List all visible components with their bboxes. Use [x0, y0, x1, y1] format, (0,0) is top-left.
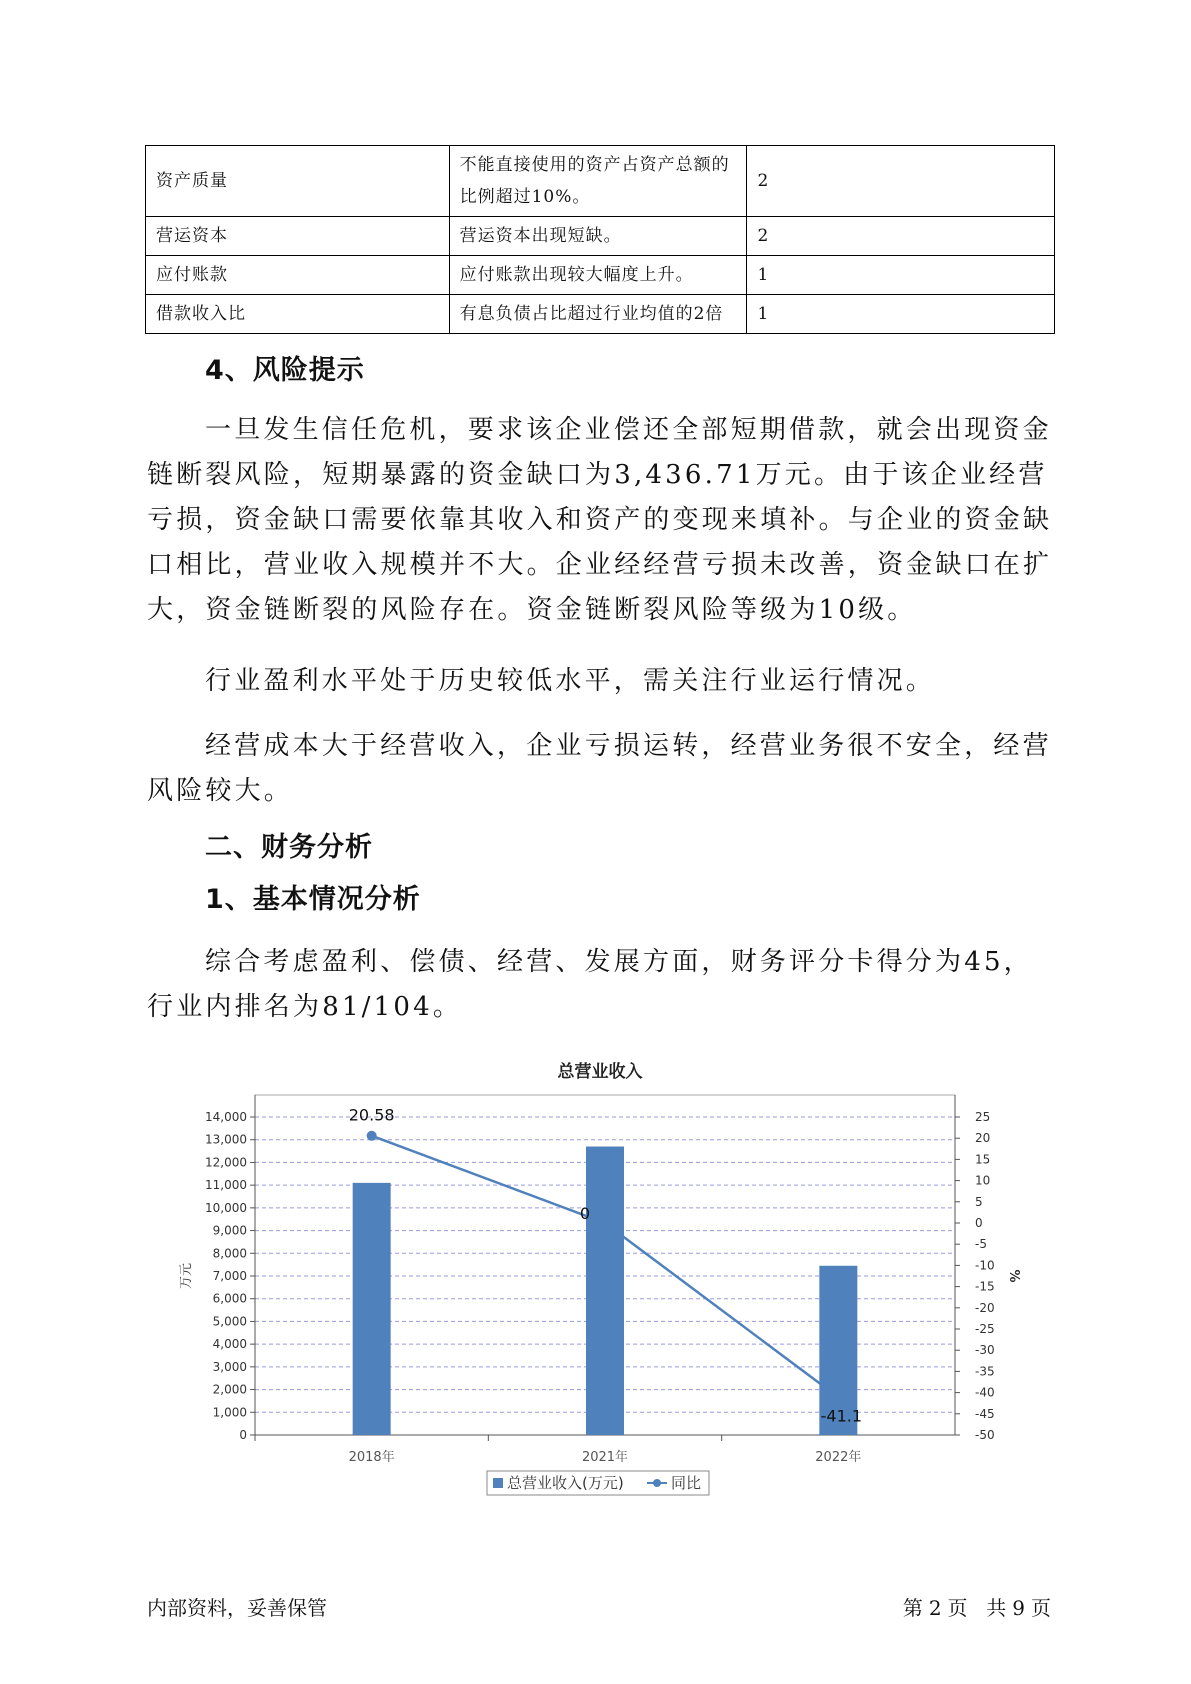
table-cell-score: 1 — [747, 295, 1055, 334]
x-tick-label: 2018年 — [348, 1450, 395, 1465]
bar — [586, 1147, 624, 1435]
total-num: 9 — [1012, 1596, 1025, 1620]
table-cell-desc: 应付账款出现较大幅度上升。 — [449, 256, 747, 295]
revenue-chart-svg — [0, 1055, 1191, 1525]
table-cell-item: 营运资本 — [146, 217, 450, 256]
y-right-tick-label: -30 — [975, 1343, 995, 1358]
table-row — [146, 295, 1055, 334]
y-right-tick-label: 20 — [975, 1131, 991, 1146]
chart-title: 总营业收入 — [557, 1062, 643, 1082]
y-right-tick-label: -10 — [975, 1258, 995, 1273]
y-right-tick-label: -20 — [975, 1300, 995, 1315]
yoy-point — [367, 1131, 377, 1141]
y-right-tick-label: 0 — [975, 1216, 983, 1230]
table-cell-score: 2 — [747, 217, 1055, 256]
page-mid: 页 — [947, 1596, 968, 1620]
y-tick-label: 9,000 — [212, 1223, 247, 1238]
y-tick-label: 11,000 — [205, 1178, 247, 1193]
y-right-tick-label: 5 — [975, 1194, 983, 1209]
y-tick-label: 8,000 — [212, 1246, 247, 1261]
y-tick-label: 4,000 — [212, 1337, 247, 1352]
yoy-data-label: -41.1 — [820, 1406, 863, 1426]
y-right-tick-label: 15 — [975, 1152, 991, 1167]
table-row — [146, 217, 1055, 256]
yoy-data-label: 0 — [579, 1204, 591, 1223]
footer-page-number — [900, 1592, 1054, 1621]
y-right-tick-label: -5 — [975, 1237, 987, 1252]
y-tick-label: 0 — [239, 1428, 247, 1442]
y-right-tick-label: -40 — [975, 1385, 995, 1400]
footer-confidential: 内部资料，妥善保管 — [147, 1596, 327, 1620]
x-tick-label: 2022年 — [815, 1450, 862, 1465]
y-right-tick-label: -35 — [975, 1364, 995, 1379]
table-cell-item: 借款收入比 — [146, 295, 450, 334]
x-tick-label: 2021年 — [581, 1450, 629, 1465]
table-cell-score: 1 — [747, 256, 1055, 295]
bar — [353, 1183, 391, 1435]
paragraph: 行业盈利水平处于历史较低水平，需关注行业运行情况。 — [205, 666, 936, 696]
table-cell-desc: 营运资本出现短缺。 — [449, 217, 747, 256]
y-axis-label: 万元 — [179, 1262, 194, 1290]
yoy-point — [833, 1392, 843, 1402]
y-tick-label: 7,000 — [212, 1269, 247, 1283]
table-row — [146, 146, 1055, 217]
y-tick-label: 1,000 — [212, 1405, 247, 1420]
table-cell-item: 资产质量 — [146, 146, 450, 217]
y-right-tick-label: 25 — [975, 1110, 991, 1124]
y-right-tick-label: -50 — [975, 1428, 995, 1442]
total-suffix: 页 — [1031, 1596, 1051, 1620]
y-tick-label: 6,000 — [212, 1291, 247, 1306]
table-cell-score: 2 — [747, 146, 1055, 217]
y-tick-label: 10,000 — [205, 1200, 247, 1215]
page-prefix: 第 — [902, 1596, 923, 1620]
y-tick-label: 13,000 — [205, 1132, 247, 1147]
table-cell-item: 应付账款 — [146, 256, 450, 295]
y-right-tick-label: -45 — [975, 1406, 995, 1421]
y-right-tick-label: -25 — [975, 1322, 995, 1336]
y-right-axis-label: % — [1006, 1269, 1021, 1283]
y-right-tick-label: 10 — [975, 1173, 991, 1188]
y-tick-label: 3,000 — [212, 1359, 247, 1374]
y-tick-label: 14,000 — [205, 1110, 247, 1124]
paragraph: 经营成本大于经营收入，企业亏损运转，经营业务很不安全，经营风险较大。 — [147, 731, 1052, 806]
legend-line-marker — [653, 1479, 661, 1487]
section-heading-financial: 二、财务分析 — [205, 832, 373, 863]
yoy-data-label: 20.58 — [348, 1105, 395, 1125]
y-tick-label: 2,000 — [212, 1382, 247, 1397]
legend-bar-swatch — [493, 1478, 503, 1488]
table-cell-desc: 不能直接使用的资产占资产总额的比例超过10%。 — [449, 146, 747, 217]
y-right-tick-label: -15 — [975, 1279, 995, 1294]
page-num: 2 — [928, 1596, 942, 1620]
legend-line-label: 同比 — [671, 1474, 702, 1492]
table-row — [146, 256, 1055, 295]
section-heading-risk: 4、风险提示 — [205, 355, 365, 386]
total-prefix: 共 — [986, 1596, 1007, 1620]
paragraph: 一旦发生信任危机，要求该企业偿还全部短期借款，就会出现资金链断裂风险，短期暴露的资金缺口为3,436.71万元。由于该企业经营亏损，资金缺口需要依靠其收入和资产的变现来填补。与企业的资金缺口相比，营业收入规模并不大。企业经经营亏损未改善，资金缺口在扩大，资金链断裂的风险存在。资金链断裂风险等级为10级。 — [147, 415, 1053, 625]
table-cell-desc: 有息负债占比超过行业均值的2倍 — [449, 295, 747, 334]
revenue-chart — [0, 1055, 1191, 1525]
risk-indicator-table — [145, 145, 1055, 334]
paragraph: 综合考虑盈利、偿债、经营、发展方面，财务评分卡得分为45，行业内排名为81/104。 — [147, 947, 1033, 1022]
subsection-heading-basic: 1、基本情况分析 — [205, 884, 421, 915]
y-tick-label: 5,000 — [212, 1314, 247, 1329]
y-tick-label: 12,000 — [205, 1155, 247, 1170]
yoy-point — [600, 1218, 610, 1228]
legend-bar-label: 总营业收入(万元) — [507, 1474, 624, 1492]
